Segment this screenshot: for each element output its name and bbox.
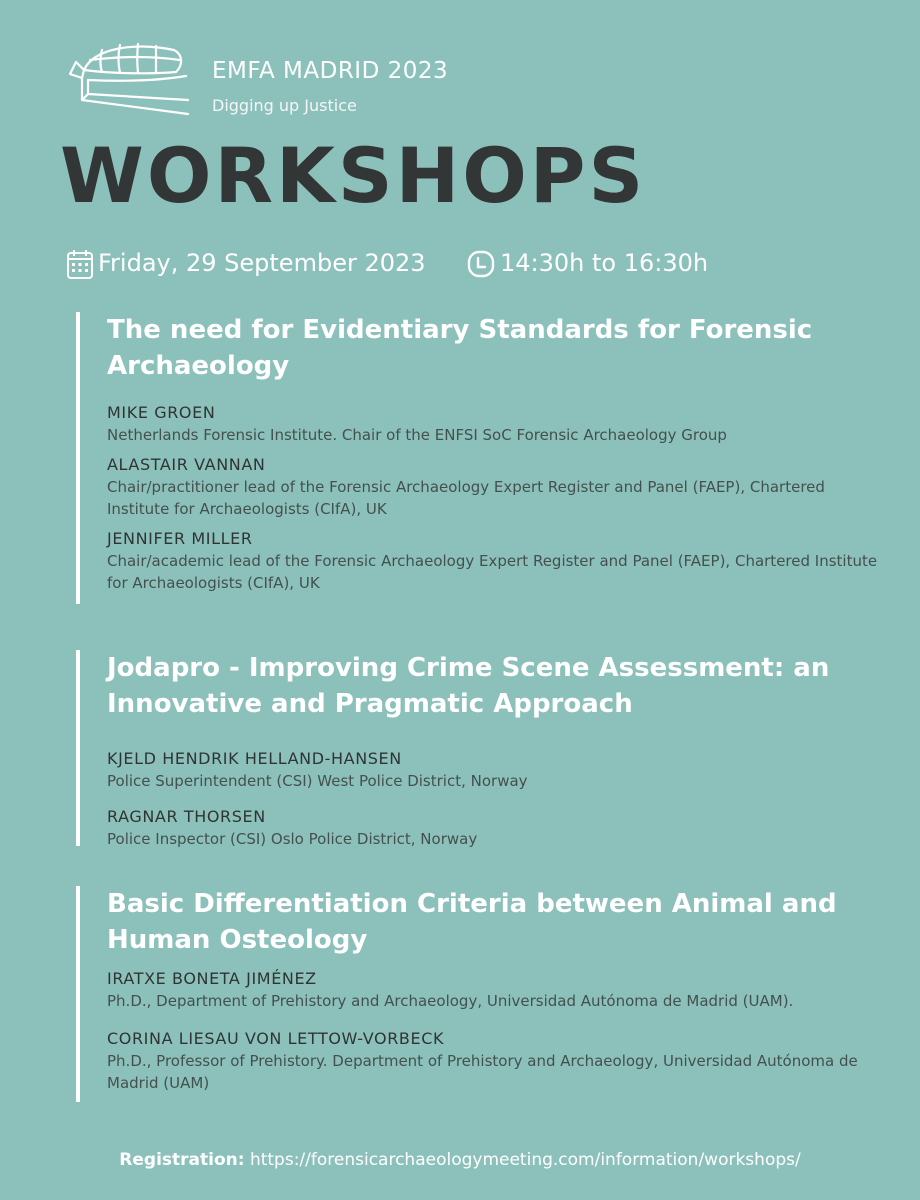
speaker-affiliation: Netherlands Forensic Institute. Chair of the ENFSI SoC Forensic Archaeology Group xyxy=(107,426,727,444)
speaker xyxy=(107,1028,887,1094)
session-2 xyxy=(76,650,887,846)
speaker-name: ALASTAIR VANNAN xyxy=(107,455,266,474)
event-tagline: Digging up Justice xyxy=(212,96,357,115)
clock-icon xyxy=(466,249,496,279)
speaker-name: IRATXE BONETA JIMÉNEZ xyxy=(107,969,317,988)
session-title: Jodapro - Improving Crime Scene Assessment: an Innovative and Pragmatic Approach xyxy=(107,653,830,719)
speaker-name: KJELD HENDRIK HELLAND-HANSEN xyxy=(107,749,402,768)
speaker-affiliation: Ph.D., Professor of Prehistory. Department of Prehistory and Archaeology, Universidad Autónoma de Madrid (UAM) xyxy=(107,1052,858,1092)
schedule-time xyxy=(466,246,708,280)
session-1 xyxy=(76,312,887,604)
speaker-affiliation: Police Superintendent (CSI) West Police District, Norway xyxy=(107,772,528,790)
speaker-affiliation: Chair/practitioner lead of the Forensic Archaeology Expert Register and Panel (FAEP), Chartered Institute for Archaeologists (CIfA), UK xyxy=(107,478,825,518)
calendar-icon xyxy=(66,248,94,280)
speaker xyxy=(107,528,887,594)
speaker-name: MIKE GROEN xyxy=(107,403,216,422)
event-title: EMFA MADRID 2023 xyxy=(212,58,449,84)
speaker-name: CORINA LIESAU VON LETTOW-VORBECK xyxy=(107,1029,445,1048)
date-text: Friday, 29 September 2023 xyxy=(98,249,426,277)
registration-label: Registration: xyxy=(119,1150,245,1170)
time-text: 14:30h to 16:30h xyxy=(500,249,709,277)
speaker xyxy=(107,806,887,850)
page-title: WORKSHOPS xyxy=(60,131,647,220)
session-title: Basic Differentiation Criteria between Animal and Human Osteology xyxy=(107,889,837,955)
schedule-date xyxy=(66,246,426,280)
emfa-logo-icon xyxy=(62,38,192,116)
speaker-affiliation: Ph.D., Department of Prehistory and Archaeology, Universidad Autónoma de Madrid (UAM). xyxy=(107,992,794,1010)
speaker xyxy=(107,454,887,520)
registration-line xyxy=(0,1150,920,1170)
speaker-affiliation: Chair/academic lead of the Forensic Archaeology Expert Register and Panel (FAEP), Chartered Institute for Archaeologists (CIfA), UK xyxy=(107,552,878,592)
registration-link[interactable]: https://forensicarchaeologymeeting.com/information/workshops/ xyxy=(249,1150,801,1170)
speaker-name: JENNIFER MILLER xyxy=(107,529,253,548)
speaker xyxy=(107,402,887,446)
session-title: The need for Evidentiary Standards for Forensic Archaeology xyxy=(107,315,813,381)
speaker xyxy=(107,748,887,792)
speaker-name: RAGNAR THORSEN xyxy=(107,807,266,826)
speaker xyxy=(107,968,887,1012)
session-3 xyxy=(76,886,887,1102)
speaker-affiliation: Police Inspector (CSI) Oslo Police District, Norway xyxy=(107,830,478,848)
